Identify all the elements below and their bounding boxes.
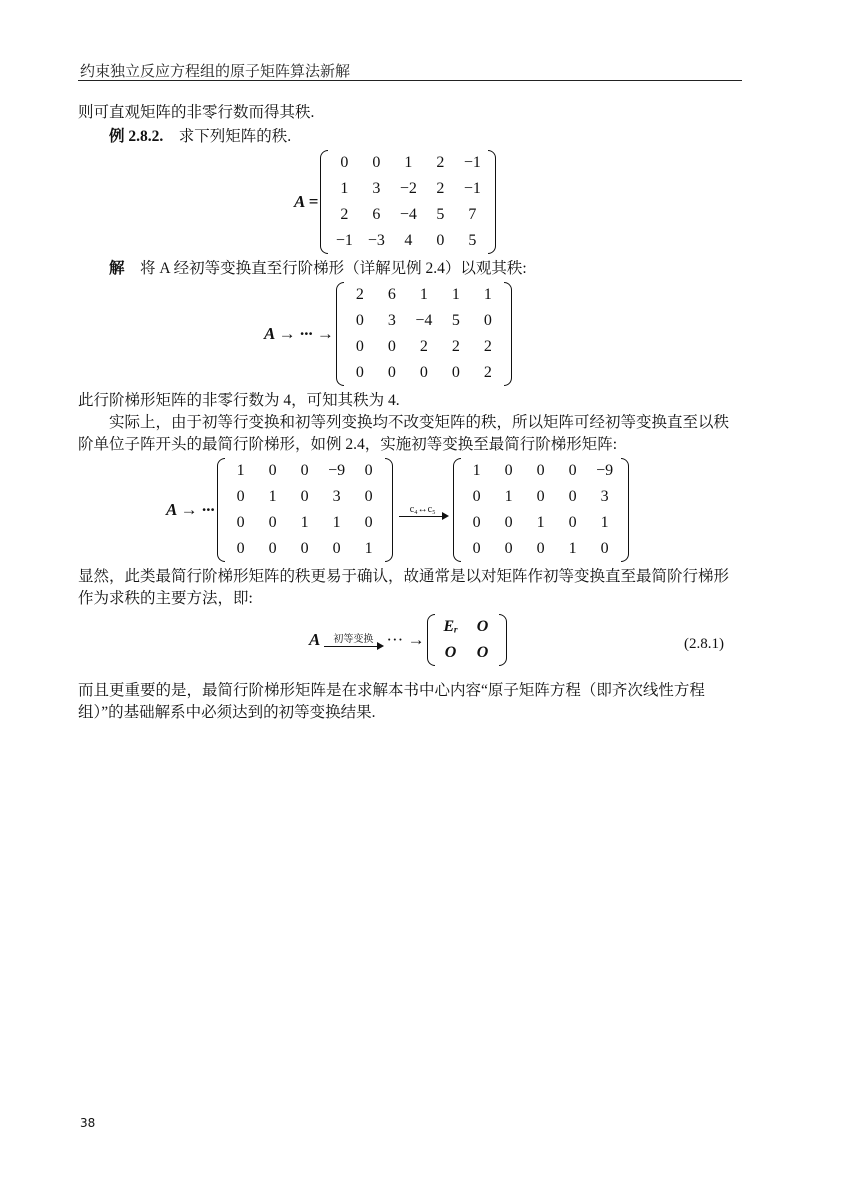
- matrix-cell: 2: [355, 286, 364, 303]
- matrix-cell: 1: [364, 540, 373, 557]
- solution-heading: [78, 258, 742, 280]
- right-bracket: [621, 458, 629, 562]
- matrix-row: [435, 640, 499, 666]
- matrix-cell: 0: [355, 338, 364, 355]
- right-bracket: [488, 150, 496, 254]
- matrix-cell: 0: [364, 514, 373, 531]
- matrix-cell: 0: [472, 540, 481, 557]
- matrix-cell: 6: [387, 286, 396, 303]
- matrix-cell: 5: [468, 232, 477, 249]
- matrix-cell: 0: [483, 312, 492, 329]
- paragraph-4: 实际上，由于初等行变换和初等列变换均不改变矩阵的秩，所以矩阵可经初等变换直至以秩阶单位子阵开头的最简行阶梯形，如例 2.4，实施初等变换至最简行阶梯形矩阵:: [78, 414, 730, 453]
- matrix-cell: 3: [332, 488, 341, 505]
- matrix-cell: 1: [472, 462, 481, 479]
- matrix-cell: −4: [415, 312, 433, 329]
- paragraph-1: 则可直观矩阵的非零行数而得其秩.: [78, 104, 315, 121]
- matrix-row: [225, 510, 385, 536]
- matrix-row: [344, 282, 504, 308]
- right-bracket: [499, 614, 507, 666]
- right-bracket: [504, 282, 512, 386]
- matrix-cell: 0: [536, 488, 545, 505]
- equation-1: [294, 150, 498, 254]
- matrix-row: [344, 360, 504, 386]
- row-echelon-table: [344, 282, 504, 386]
- matrix-cell: 0: [387, 338, 396, 355]
- solution-text: 将 A 经初等变换直至行阶梯形（详解见例 2.4）以观其秩:: [124, 260, 527, 277]
- matrix-a-table: [328, 150, 488, 254]
- matrix-cell: 0: [600, 540, 609, 557]
- matrix-cell: 1: [236, 462, 245, 479]
- matrix-cell: 0: [300, 488, 309, 505]
- matrix-cell: 5: [451, 312, 460, 329]
- block-matrix-table: [435, 614, 499, 666]
- right-bracket: [385, 458, 393, 562]
- matrix-cell: 1: [600, 514, 609, 531]
- matrix-cell: 0: [340, 154, 349, 171]
- column-swap-label: c₄↔c₅: [409, 503, 436, 515]
- row-echelon-matrix: [336, 282, 512, 386]
- matrix-cell: 0: [355, 364, 364, 381]
- paragraph-3: 此行阶梯形矩阵的非零行数为 4，可知其秩为 4.: [78, 392, 400, 409]
- matrix-row: [461, 536, 621, 562]
- equation-2-lhs: A → ··· →: [264, 324, 334, 343]
- matrix-cell: 0: [568, 488, 577, 505]
- matrix-row: [328, 176, 488, 202]
- solution-label: 解: [109, 260, 125, 277]
- matrix-cell: 0: [300, 540, 309, 557]
- matrix-cell: 0: [568, 462, 577, 479]
- matrix-row: [461, 510, 621, 536]
- matrix-cell: 0: [536, 540, 545, 557]
- matrix-cell: 1: [300, 514, 309, 531]
- matrix-cell: Eᵣ: [443, 618, 458, 635]
- left-bracket: [320, 150, 328, 254]
- matrix-cell: 0: [387, 364, 396, 381]
- matrix-cell: 0: [419, 364, 428, 381]
- equation-1-lhs: A =: [294, 192, 319, 211]
- matrix-row: [435, 614, 499, 640]
- matrix-cell: 4: [404, 232, 413, 249]
- matrix-cell: 3: [600, 488, 609, 505]
- paragraph-5: 显然，此类最简行阶梯形矩阵的秩更易于确认，故通常是以对矩阵作初等变换直至最简阶行梯形作为求秩的主要方法，即:: [78, 568, 730, 607]
- matrix-cell: 0: [372, 154, 381, 171]
- matrix-cell: −1: [335, 232, 353, 249]
- equation-3-lhs: A → ···: [166, 500, 215, 519]
- header-rule: [78, 80, 742, 81]
- matrix-cell: 2: [436, 180, 445, 197]
- matrix-row: [225, 536, 385, 562]
- page-number: 38: [80, 1116, 96, 1130]
- running-header: 约束独立反应方程组的原子矩阵算法新解: [80, 62, 351, 80]
- matrix-cell: 2: [483, 364, 492, 381]
- elementary-transform-arrow: [324, 634, 382, 647]
- matrix-cell: 0: [236, 488, 245, 505]
- matrix-cell: 1: [419, 286, 428, 303]
- matrix-cell: 2: [419, 338, 428, 355]
- matrix-cell: −3: [367, 232, 385, 249]
- matrix-cell: 0: [236, 540, 245, 557]
- matrix-cell: −9: [596, 462, 614, 479]
- column-swap-arrow: [399, 504, 447, 517]
- matrix-row: [225, 458, 385, 484]
- matrix-cell: 0: [355, 312, 364, 329]
- matrix-cell: 3: [372, 180, 381, 197]
- matrix-row: [344, 308, 504, 334]
- matrix-cell: 2: [436, 154, 445, 171]
- left-bracket: [427, 614, 435, 666]
- matrix-row: [328, 202, 488, 228]
- matrix-cell: 3: [387, 312, 396, 329]
- matrix-cell: O: [476, 644, 489, 661]
- matrix-cell: O: [476, 618, 489, 635]
- matrix-cell: −1: [463, 154, 481, 171]
- matrix-cell: 0: [472, 488, 481, 505]
- matrix-cell: 1: [332, 514, 341, 531]
- arrow-line: [324, 646, 382, 647]
- matrix-row: [328, 150, 488, 176]
- equation-4-ellipsis: ··· →: [386, 630, 425, 649]
- reduced-matrix-2: [453, 458, 629, 562]
- example-heading: [78, 126, 742, 148]
- matrix-row: [344, 334, 504, 360]
- matrix-cell: 0: [268, 462, 277, 479]
- matrix-cell: 0: [268, 540, 277, 557]
- block-matrix: [427, 614, 507, 666]
- example-label: 例 2.8.2.: [109, 128, 164, 145]
- matrix-cell: 0: [451, 364, 460, 381]
- left-bracket: [336, 282, 344, 386]
- matrix-cell: 0: [364, 488, 373, 505]
- matrix-cell: 5: [436, 206, 445, 223]
- matrix-cell: 0: [568, 514, 577, 531]
- matrix-cell: 1: [404, 154, 413, 171]
- paragraph-6: 而且更重要的是，最简行阶梯形矩阵是在求解本书中心内容“原子矩阵方程（即齐次线性方程组）”的基础解系中必须达到的初等变换结果.: [78, 682, 705, 721]
- equation-4-lhs: A: [309, 630, 321, 649]
- matrix-row: [225, 484, 385, 510]
- matrix-cell: −2: [399, 180, 417, 197]
- matrix-a: [320, 150, 496, 254]
- matrix-cell: 1: [268, 488, 277, 505]
- equation-4: [309, 614, 509, 666]
- matrix-cell: 0: [236, 514, 245, 531]
- matrix-cell: 0: [504, 540, 513, 557]
- matrix-cell: 7: [468, 206, 477, 223]
- equation-2: [264, 282, 514, 386]
- arrow-line: [399, 516, 447, 517]
- matrix-cell: 0: [536, 462, 545, 479]
- matrix-cell: 1: [536, 514, 545, 531]
- matrix-cell: 2: [483, 338, 492, 355]
- reduced-matrix-2-table: [461, 458, 621, 562]
- matrix-cell: 1: [451, 286, 460, 303]
- reduced-matrix-1: [217, 458, 393, 562]
- elementary-transform-label: 初等变换: [333, 633, 374, 645]
- matrix-row: [461, 458, 621, 484]
- matrix-cell: 1: [340, 180, 349, 197]
- reduced-matrix-1-table: [225, 458, 385, 562]
- left-bracket: [217, 458, 225, 562]
- matrix-cell: 0: [504, 514, 513, 531]
- matrix-row: [328, 228, 488, 254]
- matrix-cell: 1: [483, 286, 492, 303]
- matrix-cell: 0: [436, 232, 445, 249]
- example-text: 求下列矩阵的秩.: [163, 128, 292, 145]
- matrix-cell: 1: [504, 488, 513, 505]
- matrix-cell: 1: [568, 540, 577, 557]
- matrix-cell: 0: [332, 540, 341, 557]
- equation-3: [166, 458, 631, 562]
- matrix-cell: 6: [372, 206, 381, 223]
- matrix-cell: 0: [300, 462, 309, 479]
- matrix-cell: 0: [472, 514, 481, 531]
- matrix-cell: 2: [340, 206, 349, 223]
- matrix-cell: −9: [328, 462, 346, 479]
- matrix-cell: O: [444, 644, 457, 661]
- matrix-cell: 0: [364, 462, 373, 479]
- equation-number: (2.8.1): [684, 636, 724, 652]
- matrix-cell: −1: [463, 180, 481, 197]
- left-bracket: [453, 458, 461, 562]
- matrix-cell: 0: [268, 514, 277, 531]
- matrix-cell: 0: [504, 462, 513, 479]
- matrix-cell: −4: [399, 206, 417, 223]
- matrix-row: [461, 484, 621, 510]
- matrix-cell: 2: [451, 338, 460, 355]
